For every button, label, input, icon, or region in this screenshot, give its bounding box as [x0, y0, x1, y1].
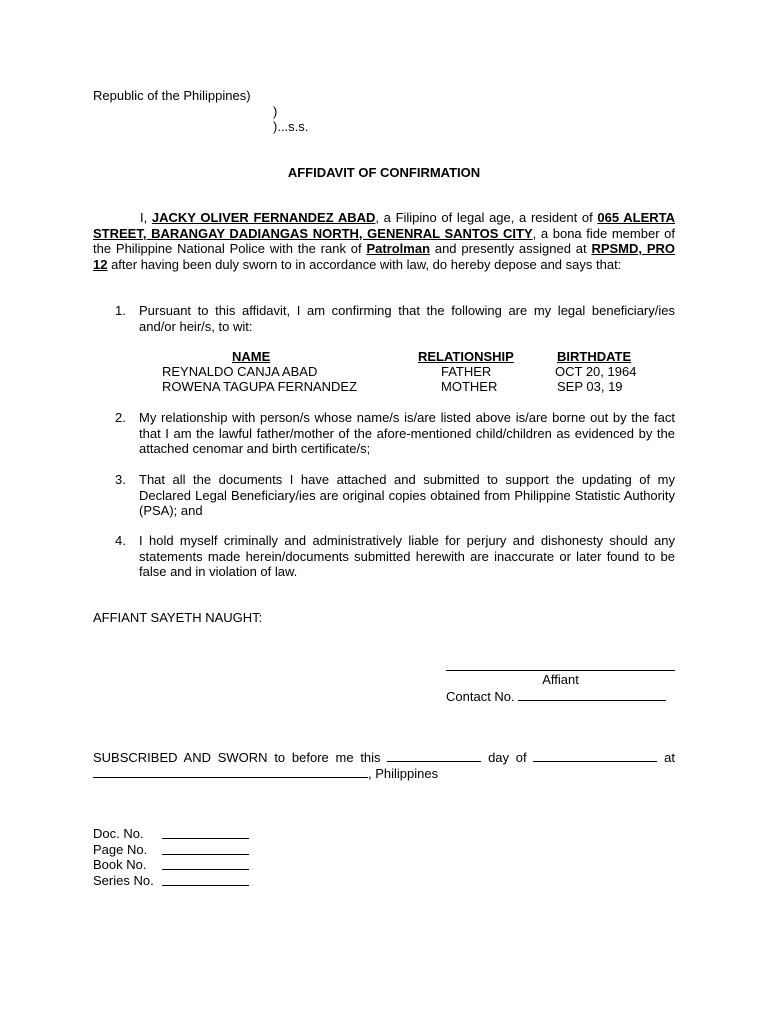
jurat-text: day of — [488, 750, 527, 765]
row-birthdate: OCT 20, 1964 — [555, 364, 637, 379]
jurat-place-blank — [93, 765, 368, 778]
affiant-label: Affiant — [542, 672, 579, 687]
table-header-relationship: RELATIONSHIP — [418, 349, 514, 364]
book-no-field — [93, 857, 146, 873]
doc-field-label: Doc. No. — [93, 826, 144, 841]
intro-text: after having been duly sworn to in accordance with law, do hereby depose and says that: — [107, 256, 622, 272]
doc-no-blank — [162, 826, 249, 839]
item-number: 1. — [115, 303, 126, 318]
contact-field — [446, 688, 666, 705]
affiant-rank: Patrolman — [366, 241, 431, 256]
doc-no-field — [93, 826, 144, 842]
affiant-unit: RPSMD, PRO 12 — [93, 241, 675, 272]
closing-statement: AFFIANT SAYETH NAUGHT: — [93, 610, 263, 625]
signature-line — [446, 670, 675, 671]
item-number: 2. — [115, 410, 126, 425]
table-header-birthdate: BIRTHDATE — [557, 349, 632, 364]
jurat-line-2 — [93, 765, 438, 782]
series-no-field — [93, 873, 154, 889]
intro-paragraph — [93, 210, 675, 272]
doc-field-label: Series No. — [93, 873, 154, 888]
series-no-blank — [162, 873, 249, 886]
jurat-day-blank — [387, 749, 481, 762]
row-name: ROWENA TAGUPA FERNANDEZ — [162, 379, 358, 394]
jurat-line-1 — [93, 749, 675, 766]
row-birthdate: SEP 03, 19 — [557, 379, 623, 394]
jurat-text: SUBSCRIBED AND SWORN to before me this — [93, 750, 381, 765]
contact-label: Contact No. — [446, 689, 515, 704]
item-text: I hold myself criminally and administratively liable for perjury and dishonesty should any statements made herein/documents submitted herewith are inaccurate or later found to be false and in violation of law. — [139, 533, 675, 579]
intro-text: I, — [140, 210, 152, 225]
affiant-address: 065 ALERTA STREET, BARANGAY DADIANGAS NORTH, GENENRAL SANTOS CITY — [93, 210, 676, 241]
affiant-name: JACKY OLIVER FERNANDEZ ABAD — [151, 210, 376, 225]
page-no-field — [93, 842, 147, 858]
item-number: 3. — [115, 472, 126, 487]
item-text: That all the documents I have attached and submitted to support the updating of my Declared Legal Beneficiary/ies are original copies obtained from Philippine Statistic Authority (PSA); and — [139, 472, 675, 518]
jurat-text: at — [664, 750, 675, 765]
intro-text: and presently assigned at — [430, 241, 592, 256]
table-header-name: NAME — [232, 349, 271, 364]
doc-field-label: Page No. — [93, 842, 148, 857]
item-text: My relationship with person/s whose name/s is/are listed above is/are borne out by the fact that I am the lawful father/mother of the afore-mentioned child/children as evidenced by the attached cenomar and birth certificate/s; — [139, 410, 675, 456]
item-text: Pursuant to this affidavit, I am confirming that the following are my legal beneficiary/ies and/or heir/s, to wit: — [139, 303, 675, 334]
venue-line: Republic of the Philippines) — [93, 88, 251, 103]
book-no-blank — [162, 857, 249, 870]
intro-text: , a Filipino of legal age, a resident of — [375, 210, 598, 225]
document-title: AFFIDAVIT OF CONFIRMATION — [287, 165, 481, 180]
page-no-blank — [162, 842, 249, 855]
contact-blank — [518, 688, 666, 701]
venue-paren: ) — [273, 104, 278, 119]
jurat-text: , Philippines — [368, 766, 439, 781]
doc-field-label: Book No. — [93, 857, 147, 872]
item-number: 4. — [115, 533, 126, 548]
row-relationship: FATHER — [441, 364, 492, 379]
venue-ss: )...s.s. — [273, 119, 309, 134]
intro-text: , a bona fide member of the Philippine National Police with the rank of — [93, 225, 675, 256]
row-relationship: MOTHER — [441, 379, 498, 394]
jurat-month-blank — [533, 749, 657, 762]
row-name: REYNALDO CANJA ABAD — [162, 364, 318, 379]
